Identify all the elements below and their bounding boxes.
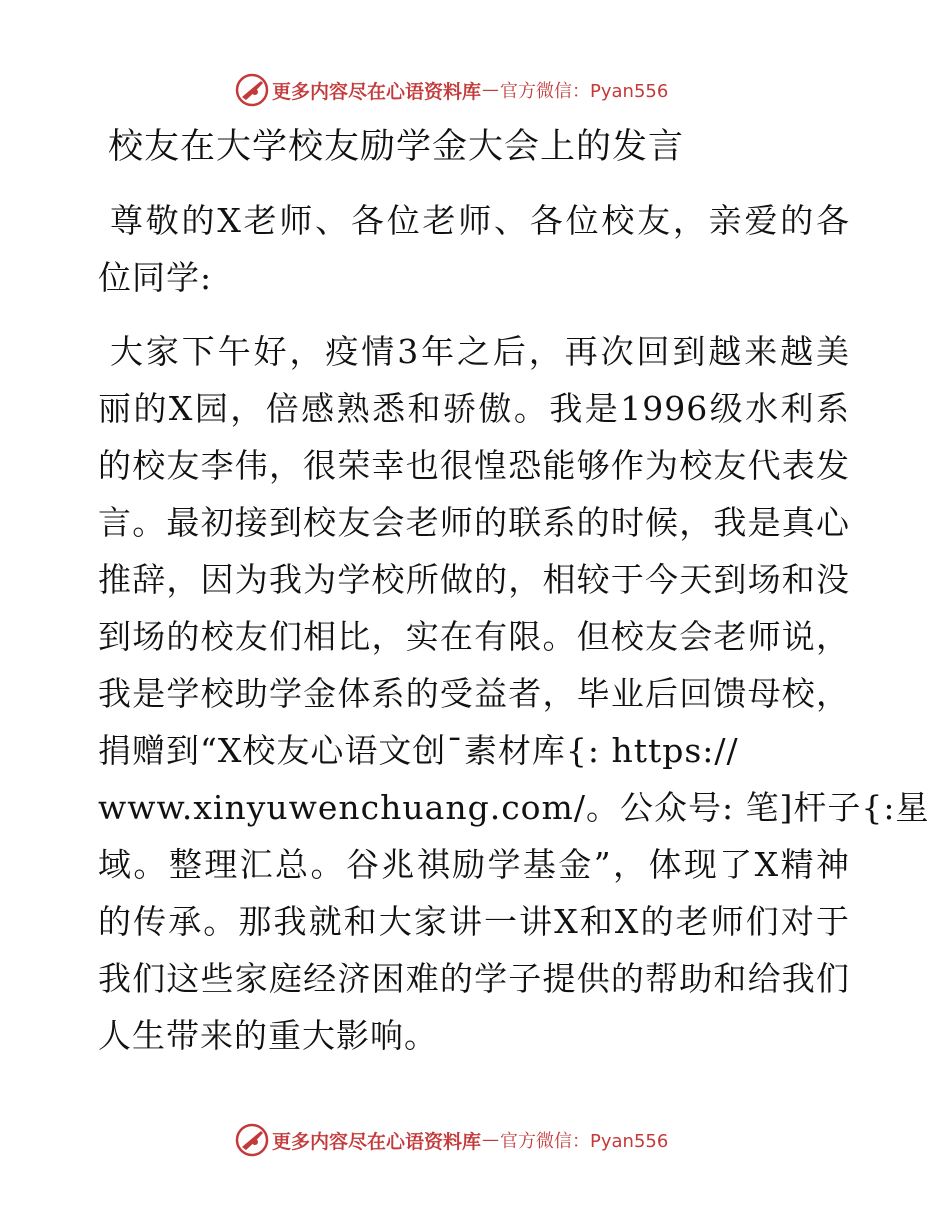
banner-main-text: 更多内容尽在心语资料库 [272,1130,482,1153]
salutation-line: 尊敬的X老师、各位老师、各位校友，亲爱的各 [110,201,850,240]
body-line: 大家下午好，疫情3年之后，再次回到越来越美 [110,332,850,371]
document-title: 校友在大学校友励学金大会上的发言 [108,127,685,167]
body-paragraph [98,323,930,1064]
body-line: 捐赠到“X校友心语文创¯素材库{: https:// [98,731,739,770]
body-line: 我们这些家庭经济困难的学子提供的帮助和给我们 [98,959,850,998]
body-line: 的校友李伟，很荣幸也很惶恐能够作为校友代表发 [98,446,850,485]
body-line: 到场的校友们相比，实在有限。但校友会老师说， [98,617,850,656]
body-line: 推辞，因为我为学校所做的，相较于今天到场和没 [98,560,850,599]
footer-banner [234,1120,714,1160]
body-line: 丽的X园，倍感熟悉和骄傲。我是1996级水利系 [98,389,850,428]
pen-nib-logo-icon [234,1122,270,1158]
banner-separator: — [482,1130,500,1150]
header-banner [234,70,714,110]
body-line: 人生带来的重大影响。 [98,1016,438,1055]
body-line: 言。最初接到校友会老师的联系的时候，我是真心 [98,503,850,542]
body-line: 我是学校助学金体系的受益者，毕业后回馈母校， [98,674,850,713]
banner-separator: — [482,80,500,100]
pen-nib-logo-icon [234,72,270,108]
banner-wechat-text: 官方微信：Pyan556 [500,81,669,102]
body-line: www.xinyuwenchuang.com/。公众号: 笔]杆子{:星 [98,788,930,827]
banner-wechat-text: 官方微信：Pyan556 [500,1131,669,1152]
banner-main-text: 更多内容尽在心语资料库 [272,80,482,103]
body-line: 的传承。那我就和大家讲一讲X和X的老师们对于 [98,902,850,941]
salutation-line: 位同学: [98,258,213,297]
salutation-paragraph [98,192,850,306]
body-line: 域。整理汇总。谷兆祺励学基金”，体现了X精神 [98,845,850,884]
